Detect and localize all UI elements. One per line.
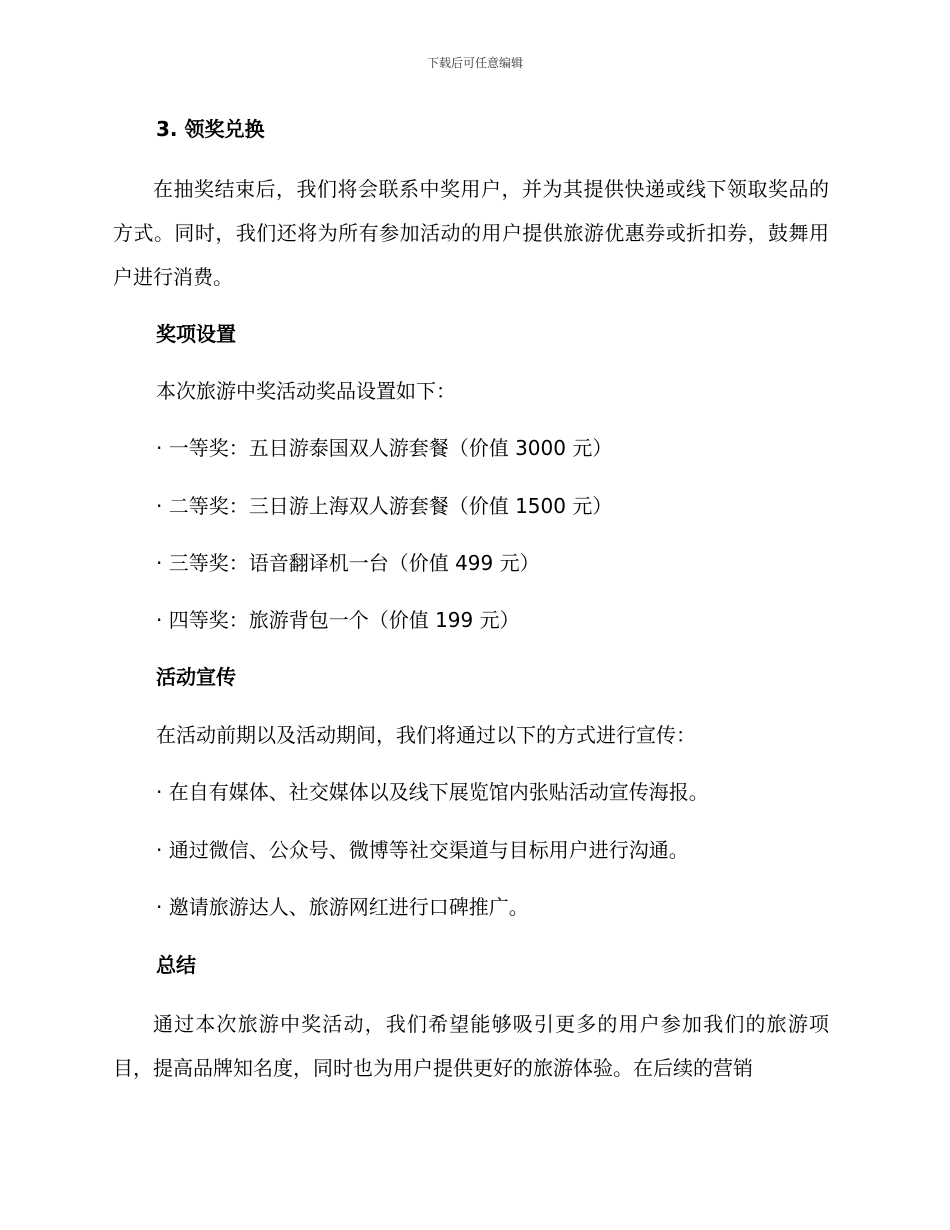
promotion-intro: 在活动前期以及活动期间，我们将通过以下的方式进行宣传： — [156, 723, 696, 747]
promotion-item: · 在自有媒体、社交媒体以及线下展览馆内张贴活动宣传海报。 — [156, 780, 709, 804]
section-heading-summary: 总结 — [156, 953, 196, 977]
prizes-intro: 本次旅游中奖活动奖品设置如下： — [156, 379, 456, 403]
promotion-item: · 通过微信、公众号、微博等社交渠道与目标用户进行沟通。 — [156, 838, 689, 862]
prize-item: · 三等奖：语音翻译机一台（价值 499 元） — [156, 551, 540, 575]
paragraph-redeem: 在抽奖结束后，我们将会联系中奖用户，并为其提供快递或线下领取奖品的方式。同时，我们还将为所有参加活动的用户提供旅游优惠券或折扣券，鼓舞用户进行消费。 — [113, 177, 829, 289]
section-heading-redeem: 3. 领奖兑换 — [156, 117, 265, 141]
prize-item: · 四等奖：旅游背包一个（价值 199 元） — [156, 608, 520, 632]
page-header: 下载后可任意编辑 — [426, 56, 523, 70]
section-heading-prizes: 奖项设置 — [156, 322, 236, 346]
prize-item: · 二等奖：三日游上海双人游套餐（价值 1500 元） — [156, 494, 613, 518]
promotion-item: · 邀请旅游达人、旅游网红进行口碑推广。 — [156, 895, 529, 919]
section-heading-promotion: 活动宣传 — [156, 665, 236, 689]
prize-item: · 一等奖：五日游泰国双人游套餐（价值 3000 元） — [156, 436, 613, 460]
paragraph-summary: 通过本次旅游中奖活动，我们希望能够吸引更多的用户参加我们的旅游项目，提高品牌知名度，同时也为用户提供更好的旅游体验。在后续的营销 — [113, 1012, 829, 1080]
